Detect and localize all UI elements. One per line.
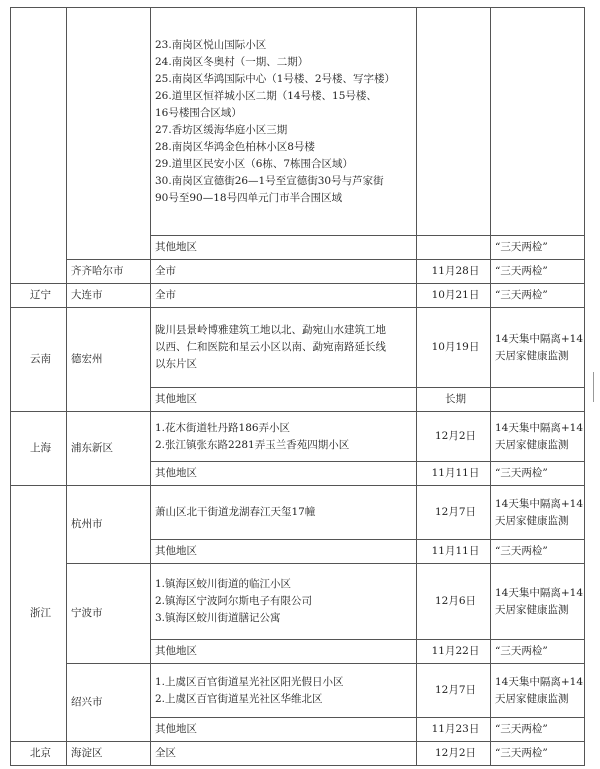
province-cell: 浙江 (11, 486, 67, 742)
measure-cell: “三天两检” (491, 462, 585, 486)
province-cell: 上海 (11, 412, 67, 486)
date-cell: 11月28日 (417, 260, 491, 284)
area-line: 24.南岗区冬奥村（一期、二期） (155, 55, 309, 68)
date-cell (417, 236, 491, 260)
area-cell: 全市 (151, 260, 417, 284)
area-line: 29.道里区民安小区（6栋、7栋围合区域） (155, 157, 354, 170)
area-line: 以西、仁和医院和星云小区以南、勐宛南路延长线 (155, 341, 386, 353)
measure-cell (491, 8, 585, 236)
area-cell: 萧山区北干街道龙湖春江天玺17幢 (151, 486, 417, 540)
measure-line: 天居家健康监测 (495, 438, 569, 451)
date-cell: 11月22日 (417, 640, 491, 664)
measure-cell (491, 664, 585, 718)
date-cell: 12月2日 (417, 742, 491, 766)
date-cell: 11月11日 (417, 462, 491, 486)
measure-line: 14天集中隔离+14 (495, 332, 584, 345)
table-row (11, 8, 585, 236)
city-cell: 海淀区 (67, 742, 151, 766)
table-row (11, 412, 585, 462)
date-cell: 12月7日 (417, 486, 491, 540)
area-cell: 全区 (151, 742, 417, 766)
area-line: 26.道里区恒祥城小区二期（14号楼、15号楼、 (155, 89, 377, 102)
date-cell: 10月21日 (417, 284, 491, 308)
measure-cell: “三天两检” (491, 260, 585, 284)
area-line: 27.香坊区缓海华庭小区三期 (155, 123, 288, 136)
table-row (11, 284, 585, 308)
area-cell: 其他地区 (151, 388, 417, 412)
measure-line: 天居家健康监测 (495, 692, 569, 705)
measure-cell (491, 564, 585, 640)
area-cell (151, 664, 417, 718)
province-cell: 北京 (11, 742, 67, 766)
province-cell: 云南 (11, 308, 67, 412)
measure-cell: “三天两检” (491, 718, 585, 742)
measure-line: 14天集中隔离+14 (495, 421, 584, 434)
table-row (11, 742, 585, 766)
measure-cell: “三天两检” (491, 236, 585, 260)
measure-cell: “三天两检” (491, 540, 585, 564)
city-cell: 大连市 (67, 284, 151, 308)
city-cell: 宁波市 (67, 564, 151, 664)
area-line: 以东片区 (155, 358, 197, 370)
measure-line: 14天集中隔离+14 (495, 586, 584, 599)
area-line: 2.张江镇张东路2281弄玉兰香苑四期小区 (155, 438, 350, 451)
area-line: 2.镇海区宁波阿尔斯电子有限公司 (155, 595, 313, 607)
measure-cell: “三天两检” (491, 640, 585, 664)
measure-line: 14天集中隔离+14 (495, 497, 584, 510)
measure-cell (491, 388, 585, 412)
area-cell: 其他地区 (151, 718, 417, 742)
area-cell: 其他地区 (151, 640, 417, 664)
measure-cell (491, 486, 585, 540)
city-cell: 齐齐哈尔市 (67, 260, 151, 284)
table-row (11, 308, 585, 388)
date-cell: 11月11日 (417, 540, 491, 564)
measure-line: 天居家健康监测 (495, 349, 569, 362)
risk-area-table (10, 7, 585, 766)
measure-line: 天居家健康监测 (495, 514, 569, 527)
area-cell: 其他地区 (151, 236, 417, 260)
measure-cell: “三天两检” (491, 284, 585, 308)
area-line: 28.南岗区华鸿金色柏林小区8号楼 (155, 140, 315, 153)
city-cell: 浦东新区 (67, 412, 151, 486)
area-line: 23.南岗区悦山国际小区 (155, 38, 267, 51)
area-cell (151, 564, 417, 640)
city-cell (67, 8, 151, 260)
table-row (11, 564, 585, 640)
city-cell: 杭州市 (67, 486, 151, 564)
date-cell: 12月7日 (417, 664, 491, 718)
area-line: 2.上虞区百官街道星光社区华维北区 (155, 692, 323, 705)
province-cell (11, 8, 67, 284)
page-edge-marker (593, 372, 600, 402)
area-cell: 全市 (151, 284, 417, 308)
table-row (11, 260, 585, 284)
date-cell: 12月2日 (417, 412, 491, 462)
table-row (11, 664, 585, 718)
province-cell: 辽宁 (11, 284, 67, 308)
measure-cell (491, 412, 585, 462)
measure-line: 天居家健康监测 (495, 603, 569, 616)
area-cell (151, 412, 417, 462)
area-cell: 其他地区 (151, 462, 417, 486)
date-cell: 11月23日 (417, 718, 491, 742)
measure-cell (491, 308, 585, 388)
date-cell: 12月6日 (417, 564, 491, 640)
city-cell: 绍兴市 (67, 664, 151, 742)
measure-cell: “三天两检” (491, 742, 585, 766)
date-cell (417, 8, 491, 236)
table-row (11, 486, 585, 540)
area-cell (151, 8, 417, 236)
area-line: 16号楼围合区域） (155, 106, 242, 119)
area-line: 90号至90—18号四单元门市半合围区域 (155, 191, 343, 204)
date-cell: 10月19日 (417, 308, 491, 388)
city-cell: 德宏州 (67, 308, 151, 412)
area-cell: 其他地区 (151, 540, 417, 564)
measure-line: 14天集中隔离+14 (495, 675, 584, 688)
date-cell: 长期 (417, 388, 491, 412)
area-cell (151, 308, 417, 388)
area-line: 3.镇海区蛟川街道膳记公寓 (155, 612, 281, 624)
area-line: 25.南岗区华鸿国际中心（1号楼、2号楼、写字楼） (155, 72, 396, 85)
area-line: 1.花木街道牡丹路186弄小区 (155, 421, 291, 434)
area-line: 陇川县景岭博雅建筑工地以北、勐宛山水建筑工地 (155, 324, 386, 336)
area-line: 1.镇海区蛟川街道的临江小区 (155, 578, 292, 590)
area-line: 30.南岗区宣德街26—1号至宣德街30号与芦家街 (155, 174, 384, 187)
area-line: 1.上虞区百官街道星光社区阳光假日小区 (155, 675, 344, 688)
